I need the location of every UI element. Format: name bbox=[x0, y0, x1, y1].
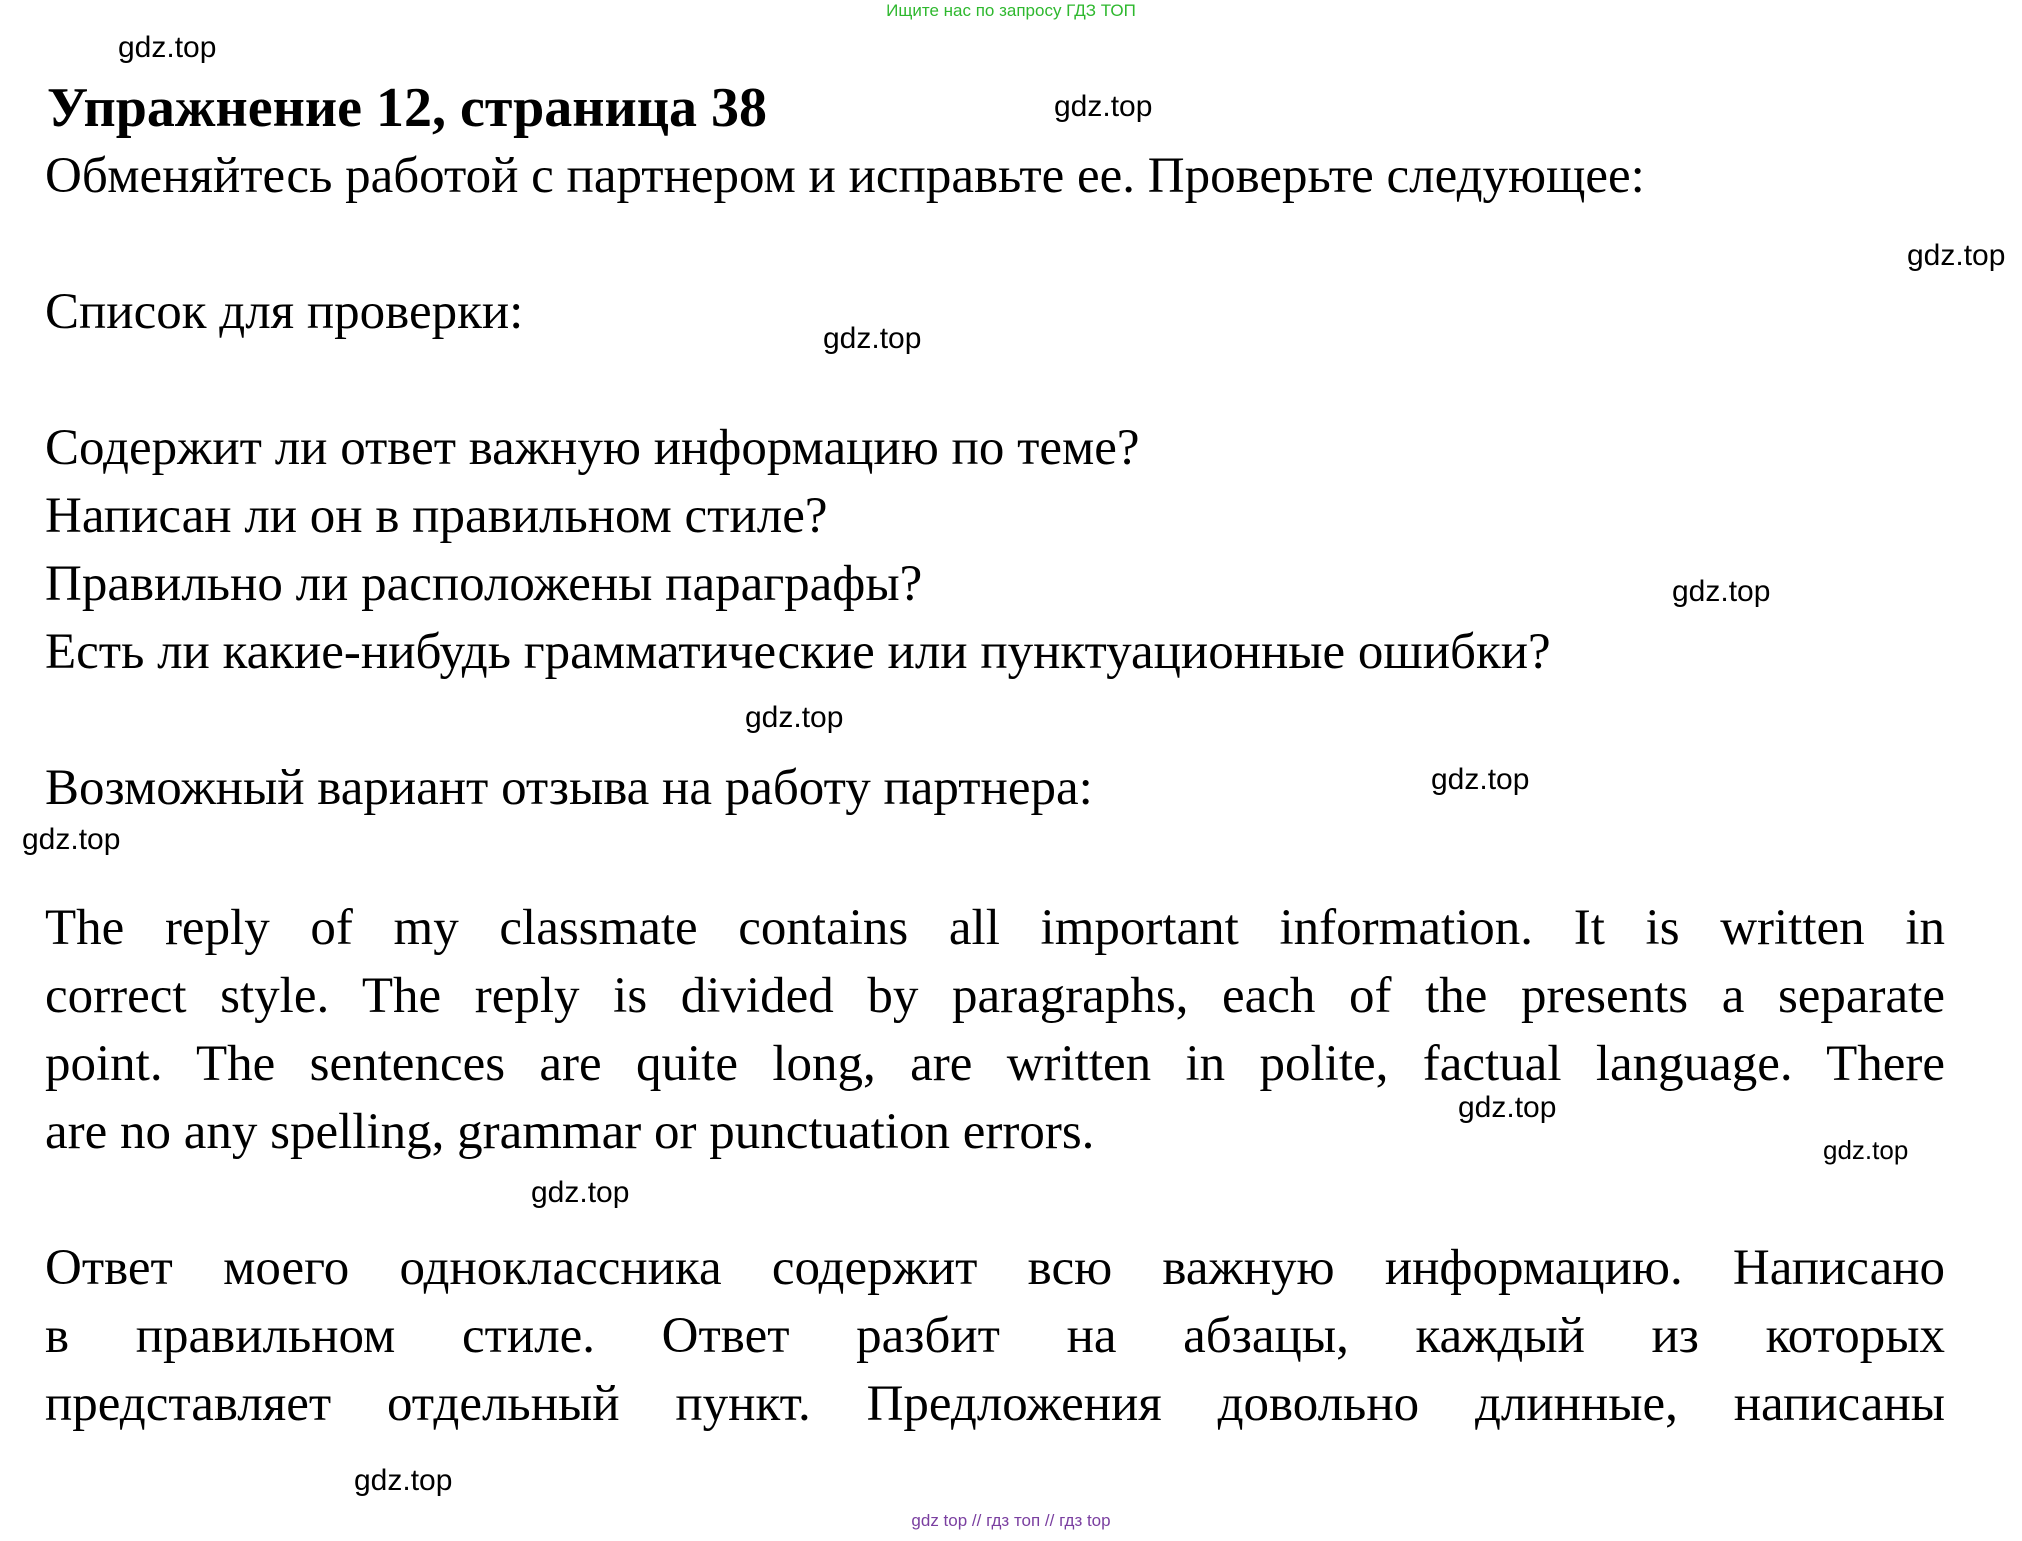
russian-feedback bbox=[45, 1234, 1945, 1438]
watermark: gdz.top bbox=[823, 322, 922, 355]
watermark: gdz.top bbox=[118, 31, 217, 64]
page-title: Упражнение 12, страница 38 bbox=[47, 77, 768, 139]
watermark: gdz.top bbox=[1431, 763, 1530, 796]
watermark: gdz.top bbox=[1907, 239, 2006, 272]
checklist-heading: Список для проверки: bbox=[45, 284, 524, 340]
checklist-item: Правильно ли расположены параграфы? bbox=[45, 556, 923, 612]
checklist-item: Написан ли он в правильном стиле? bbox=[45, 488, 828, 544]
watermark: gdz.top bbox=[531, 1176, 630, 1209]
english-line: point. The sentences are quite long, are written in polite, factual language. There bbox=[45, 1036, 1945, 1092]
english-line: correct style. The reply is divided by paragraphs, each of the presents a separate bbox=[45, 968, 1945, 1024]
watermark: gdz.top bbox=[1823, 1135, 1909, 1165]
english-line: are no any spelling, grammar or punctuation errors. bbox=[45, 1104, 1095, 1160]
feedback-heading: Возможный вариант отзыва на работу партнера: bbox=[45, 760, 1093, 816]
english-line: The reply of my classmate contains all important information. It is written in bbox=[45, 900, 1945, 956]
watermark: gdz.top bbox=[1458, 1091, 1557, 1124]
footer: gdz top // гдз топ // гдз top bbox=[911, 1511, 1111, 1530]
russian-line: в правильном стиле. Ответ разбит на абзацы, каждый из которых bbox=[45, 1308, 1945, 1364]
watermark: gdz.top bbox=[745, 701, 844, 734]
watermark: gdz.top bbox=[354, 1464, 453, 1497]
english-feedback bbox=[45, 894, 1945, 1166]
checklist-item: Содержит ли ответ важную информацию по теме? bbox=[45, 420, 1140, 476]
watermark: gdz.top bbox=[22, 823, 121, 856]
instruction: Обменяйтесь работой с партнером и исправьте ее. Проверьте следующее: bbox=[45, 148, 1645, 204]
russian-line: Ответ моего одноклассника содержит всю важную информацию. Написано bbox=[45, 1240, 1945, 1296]
russian-line: представляет отдельный пункт. Предложения довольно длинные, написаны bbox=[45, 1376, 1945, 1432]
watermark: gdz.top bbox=[1672, 575, 1771, 608]
watermark: gdz.top bbox=[1054, 90, 1153, 123]
top-banner: Ищите нас по запросу ГДЗ ТОП bbox=[886, 1, 1136, 20]
checklist-item: Есть ли какие-нибудь грамматические или пунктуационные ошибки? bbox=[45, 624, 1551, 680]
